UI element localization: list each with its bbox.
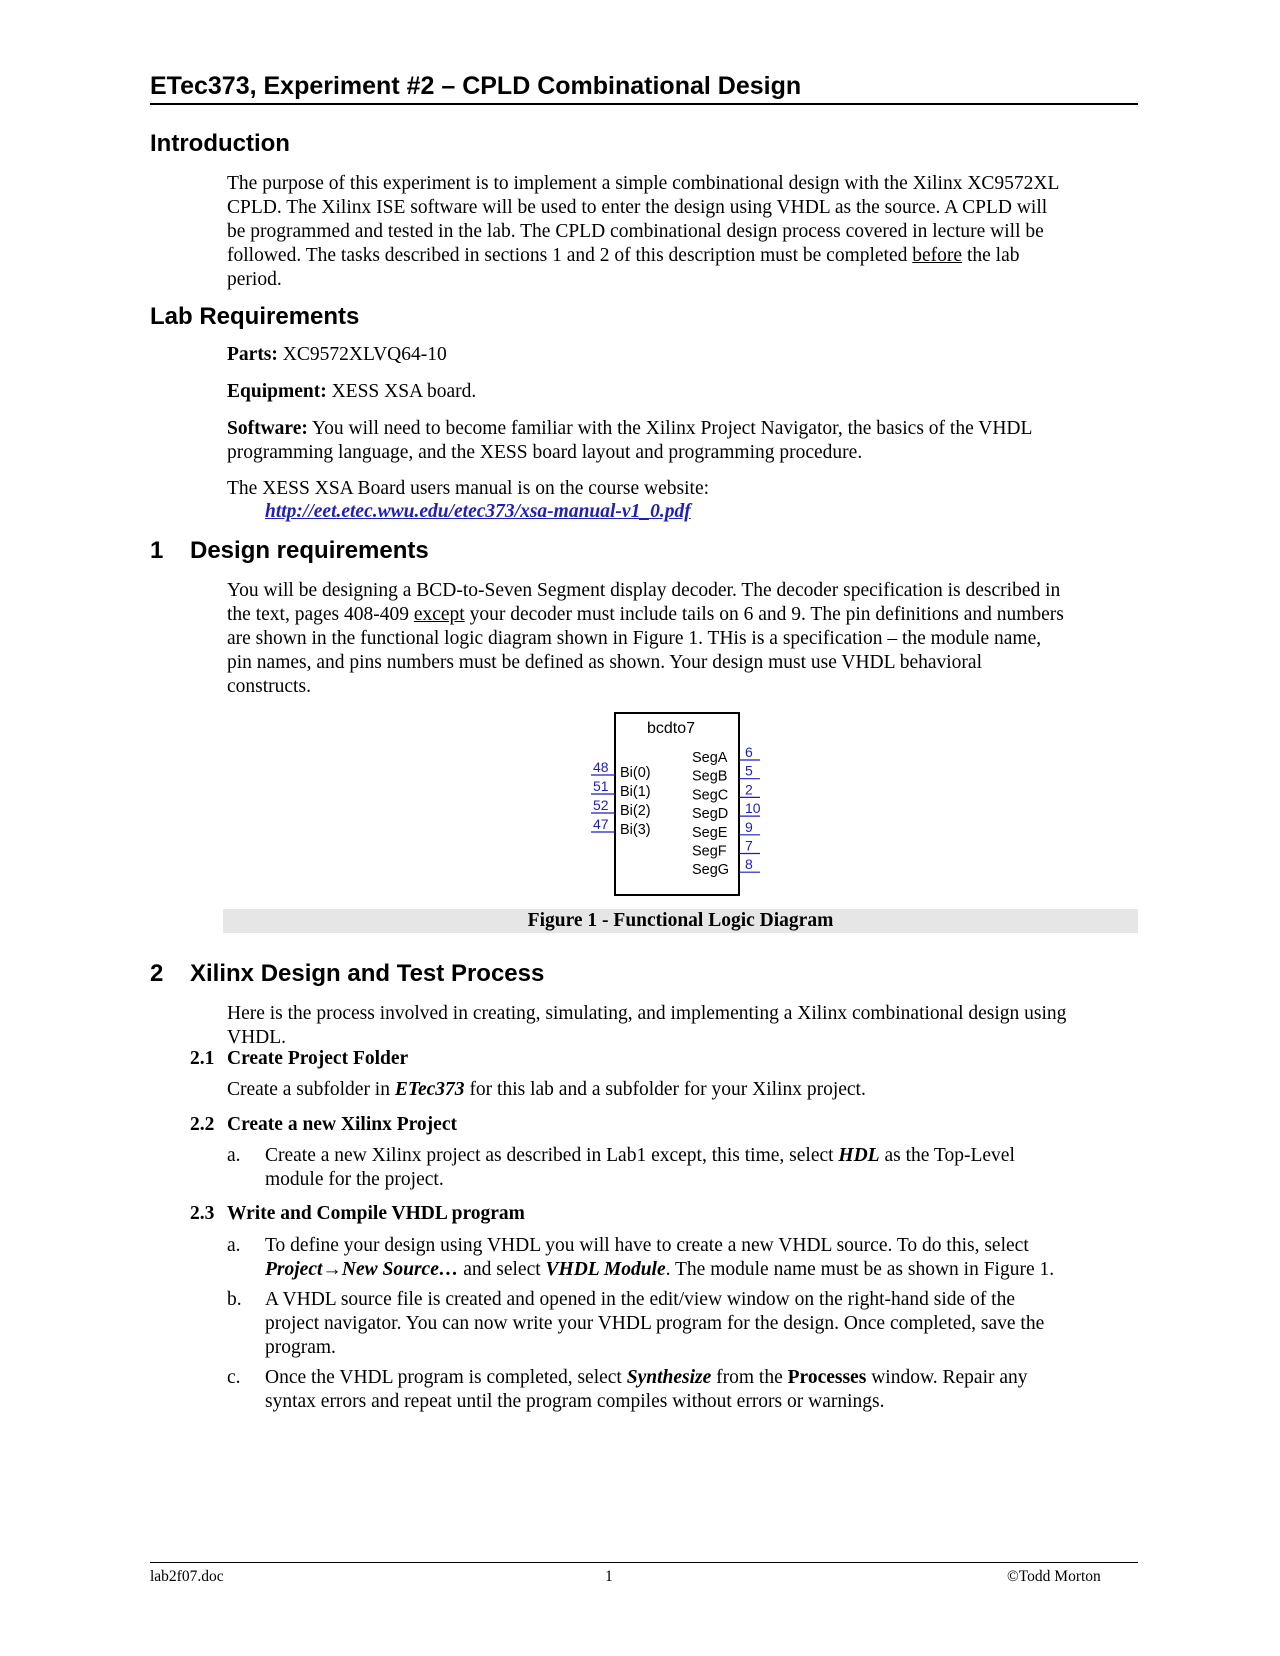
manual-link[interactable]: http://eet.etec.wwu.edu/etec373/xsa-manual-v1_0.pdf	[265, 501, 691, 522]
intro-line: The purpose of this experiment is to implement a simple combinational design with the Xilinx XC9572XL	[227, 173, 1060, 194]
figure-caption: Figure 1 - Functional Logic Diagram	[223, 909, 1138, 933]
input-pin-number: 47	[593, 816, 609, 832]
lab-requirements-heading: Lab Requirements	[150, 303, 360, 330]
output-pin-name: SegF	[692, 843, 727, 860]
output-pin-name: SegE	[692, 824, 728, 841]
section-2-heading: 2 Xilinx Design and Test Process	[150, 960, 545, 987]
input-pin-name: Bi(3)	[620, 822, 651, 838]
input-pin-number: 51	[593, 778, 609, 794]
intro-line: followed. The tasks described in sections 1 and 2 of this description must be completed before the lab	[227, 245, 1020, 266]
output-pin-number: 7	[745, 837, 753, 854]
intro-line: period.	[227, 269, 282, 290]
document-title: ETec373, Experiment #2 – CPLD Combinational Design	[150, 72, 1138, 105]
input-pin-name: Bi(2)	[620, 803, 651, 819]
software-paragraph: Software: You will need to become familiar with the Xilinx Project Navigator, the basics of the VHDL programming language, and the XESS board layout and programming procedure.	[227, 418, 1033, 463]
module-name: bcdto7	[647, 720, 696, 737]
section-2-3-item-b: b. A VHDL source file is created and opened in the edit/view window on the right-hand side of the project navigator. You can now write your VHDL program for the design. Once completed, save the program.	[227, 1289, 1045, 1358]
section-2-intro: Here is the process involved in creating, simulating, and implementing a Xilinx combinational design using VHDL.	[227, 1003, 1067, 1048]
except-underlined: except	[413, 604, 465, 625]
section-2-2-heading: 2.2 Create a new Xilinx Project	[190, 1114, 457, 1135]
footer-filename: lab2f07.doc	[150, 1568, 224, 1585]
manual-text: The XESS XSA Board users manual is on the course website:	[227, 478, 710, 499]
footer-page-number: 1	[605, 1568, 613, 1585]
footer-rule	[150, 1562, 1138, 1563]
output-pin-name: SegC	[692, 787, 729, 804]
section-2-1-text: Create a subfolder in ETec373 for this lab and a subfolder for your Xilinx project.	[227, 1079, 866, 1100]
input-pin-number: 52	[593, 797, 609, 813]
input-pin-number: 48	[593, 759, 609, 775]
input-pin-name: Bi(1)	[620, 784, 651, 800]
section-2-3-item-a: a. To define your design using VHDL you will have to create a new VHDL source. To do this, select Project→New Source… and select VHDL Module. The module name must be as shown in Figure 1.	[227, 1235, 1055, 1280]
section-2-3-heading: 2.3 Write and Compile VHDL program	[190, 1203, 525, 1224]
equipment-line: Equipment: XESS XSA board.	[227, 381, 477, 402]
output-pin-number: 8	[745, 856, 753, 873]
intro-line: CPLD. The Xilinx ISE software will be used to enter the design using VHDL as the source. A CPLD will	[227, 197, 1048, 218]
introduction-heading: Introduction	[150, 130, 290, 157]
output-pin-number: 10	[745, 800, 761, 817]
intro-line: be programmed and tested in the lab. The CPLD combinational design process covered in lecture will be	[227, 221, 1044, 242]
section-2-2-item-a: a. Create a new Xilinx project as described in Lab1 except, this time, select HDL as the Top-Level module for the project.	[227, 1145, 1015, 1190]
parts-line: Parts: XC9572XLVQ64-10	[227, 344, 447, 365]
before-underlined: before	[912, 245, 963, 266]
output-pin-name: SegB	[692, 768, 728, 785]
section-2-3-item-c: c. Once the VHDL program is completed, select Synthesize from the Processes window. Repair any syntax errors and repeat until the program compiles without errors or warnings.	[227, 1367, 1028, 1412]
output-pin-number: 6	[745, 744, 753, 760]
section-1-paragraph: You will be designing a BCD-to-Seven Segment display decoder. The decoder specification is described in the text, pages 408-409 except your decoder must include tails on 6 and 9. The pin definitions and numbers are shown in the functional logic diagram shown in Figure 1. THis is a specification – the module name, pin names, and pins numbers must be defined as shown. Your design must use VHDL behavioral constructs.	[227, 580, 1064, 697]
footer-copyright: ©Todd Morton	[1007, 1568, 1101, 1585]
input-pin-name: Bi(0)	[620, 765, 651, 781]
output-pin-name: SegD	[692, 806, 729, 823]
section-2-1-heading: 2.1 Create Project Folder	[190, 1048, 409, 1069]
output-pin-number: 9	[745, 818, 753, 835]
output-pin-name: SegA	[692, 750, 728, 766]
output-pin-number: 2	[745, 781, 753, 798]
output-pin-name: SegG	[692, 862, 730, 879]
output-pin-number: 5	[745, 762, 753, 779]
section-1-heading: 1 Design requirements	[150, 537, 429, 564]
